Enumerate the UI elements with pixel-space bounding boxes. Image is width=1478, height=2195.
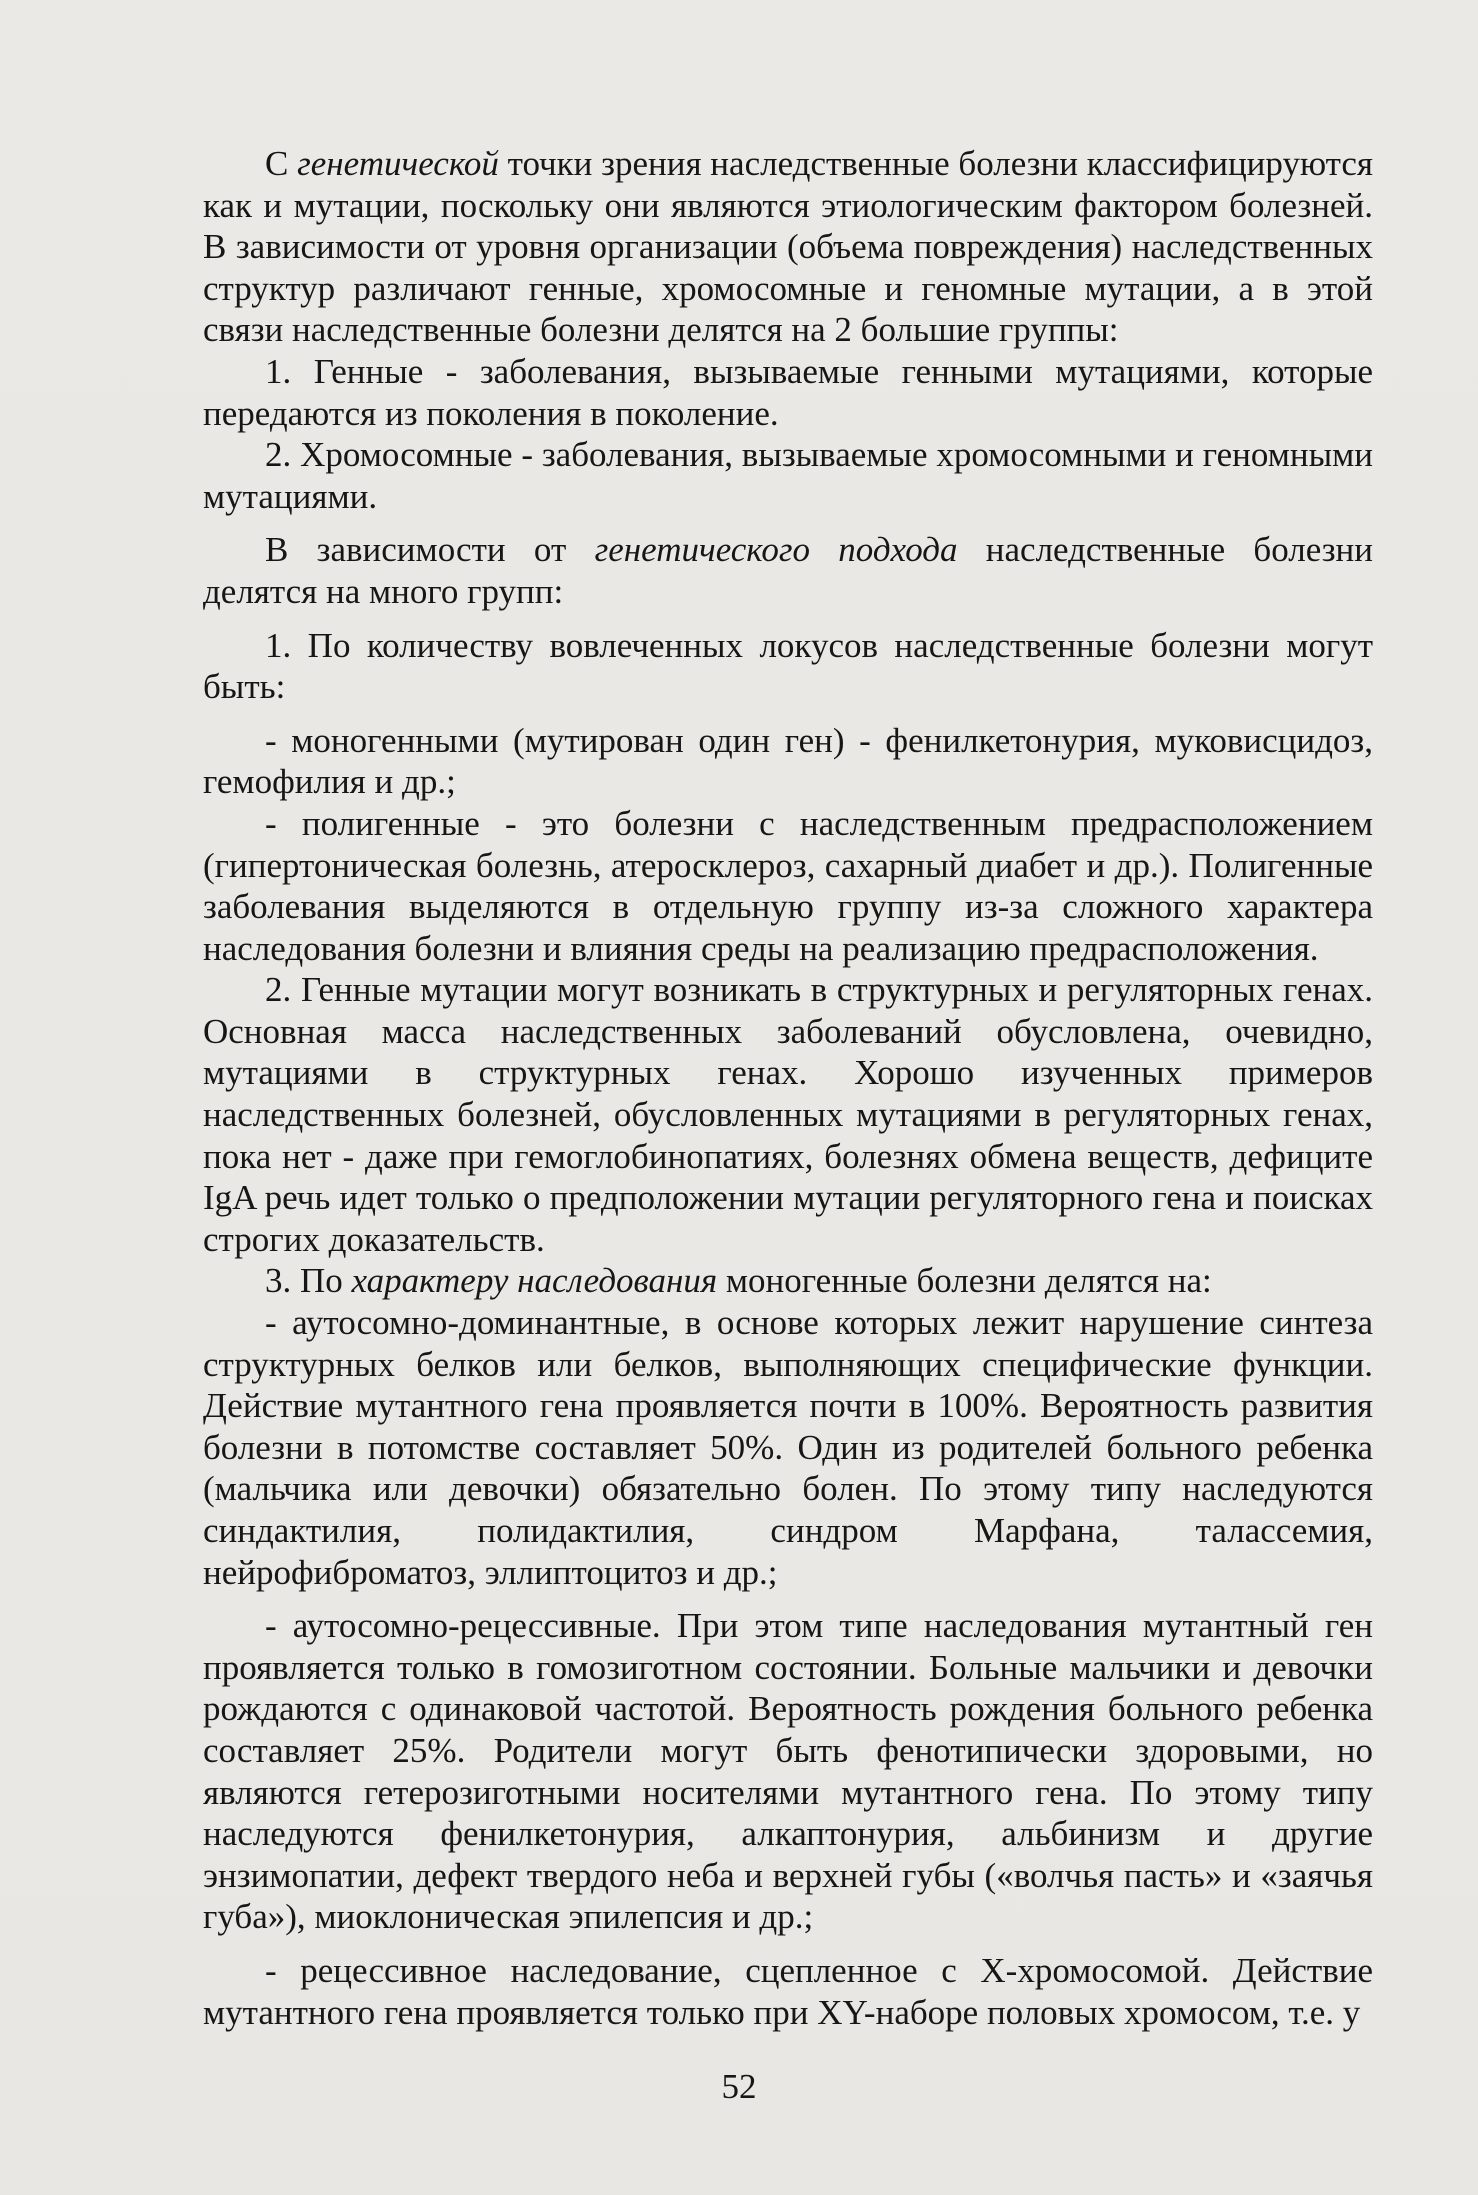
text-run: - полигенные - это болезни с наследственным предрасположением (гипертоническая болезнь, атеросклероз, сахарный диабет и др.). Полигенные заболевания выделяются в отдельную группу из-за сложного характера наследования болезни и влияния среды на реализацию предрасположения. (203, 803, 1373, 968)
paragraph (203, 1950, 1373, 2033)
text-run: - рецессивное наследование, сцепленное с Х-хромосомой. Действие мутантного гена проявляется только при XY-наборе половых хромосом, т.е. у (203, 1950, 1373, 2032)
page-text (203, 143, 1373, 2033)
paragraph (203, 1605, 1373, 1938)
text-run: 3. По (265, 1261, 352, 1301)
paragraph (203, 143, 1373, 351)
italic-term: генетической (297, 144, 499, 183)
text-run: точки зрения наследственные болезни классифицируются как и мутации, поскольку они являются этиологическим фактором болезней. В зависимости от уровня организации (объема повреждения) наследственных структур различают генные, хромосомные и геномные мутации, а в этой связи наследственные болезни делятся на 2 большие группы: (203, 144, 1373, 350)
text-run: 1. Генные - заболевания, вызываемые генными мутациями, которые передаются из поколения в поколение. (203, 351, 1373, 433)
text-run: моногенные болезни делятся на: (717, 1261, 1212, 1301)
text-run: С (265, 144, 298, 183)
paragraph (203, 803, 1373, 969)
italic-term: характеру наследования (351, 1261, 718, 1301)
paragraph (203, 434, 1373, 517)
paragraph (203, 351, 1373, 434)
text-run: - аутосомно-рецессивные. При этом типе наследования мутантный ген проявляется только в гомозиготном состоянии. Больные мальчики и девочки рождаются с одинаковой частотой. Вероятность рождения больного ребенка составляет 25%. Родители могут быть фенотипически здоровыми, но являются гетерозиготными носителями мутантного гена. По этому типу наследуются фенилкетонурия, алкаптонурия, альбинизм и другие энзимопатии, дефект твердого неба и верхней губы («волчья пасть» и «заячья губа»), миоклоническая эпилепсия и др.; (203, 1606, 1373, 1937)
text-run: В зависимости от (265, 530, 595, 570)
paragraph (203, 1302, 1373, 1593)
text-run: 2. Генные мутации могут возникать в структурных и регуляторных генах. Основная масса наследственных заболеваний обусловлена, очевидно, мутациями в структурных генах. Хорошо изученных примеров наследственных болезней, обусловленных мутациями в регуляторных генах, пока нет - даже при гемоглобинопатиях, болезнях обмена веществ, дефиците IgA речь идет только о предположении мутации регуляторного гена и поисках строгих доказательств. (203, 970, 1373, 1259)
text-run: - моногенными (мутирован один ген) - фенилкетонурия, муковисцидоз, гемофилия и др.; (203, 720, 1373, 802)
paragraph (203, 529, 1373, 612)
page-number: 52 (721, 2067, 757, 2106)
paragraph (203, 720, 1373, 803)
paragraph (203, 969, 1373, 1260)
text-run: 1. По количеству вовлеченных локусов наследственные болезни могут быть: (203, 625, 1373, 707)
italic-term: генетического подхода (594, 530, 958, 570)
paragraph (203, 625, 1373, 708)
text-run: 2. Хромосомные - заболевания, вызываемые хромосомными и геномными мутациями. (203, 435, 1373, 516)
paragraph (203, 1260, 1373, 1302)
text-run: наследственные болезни делятся на много групп: (203, 530, 1373, 611)
text-run: - аутосомно-доминантные, в основе которых лежит нарушение синтеза структурных белков или белков, выполняющих специфические функции. Действие мутантного гена проявляется почти в 100%. Вероятность развития болезни в потомстве составляет 50%. Один из родителей больного ребенка (мальчика или девочки) обязательно болен. По этому типу наследуются синдактилия, полидактилия, синдром Марфана, талассемия, нейрофиброматоз, эллиптоцитоз и др.; (203, 1303, 1373, 1592)
